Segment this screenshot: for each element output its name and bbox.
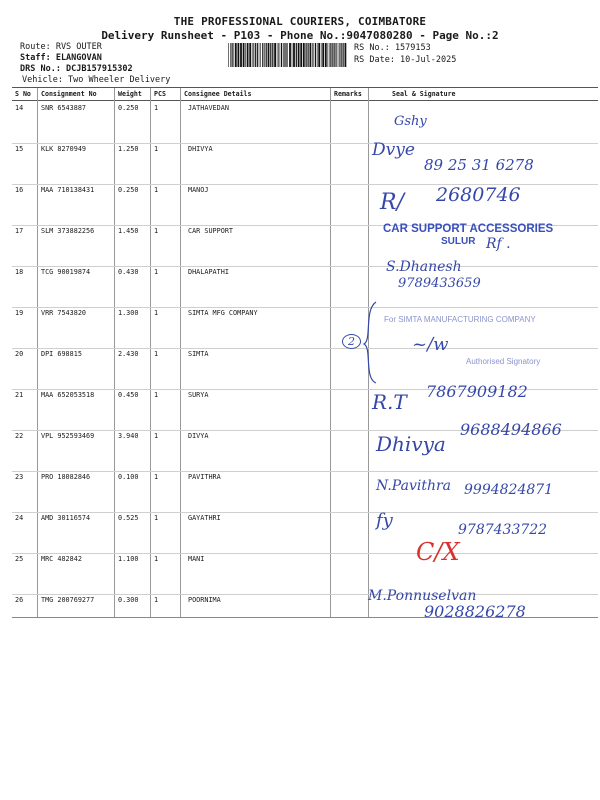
drs-no: DRS No.: DCJB157915302 [20, 64, 133, 74]
col-remarks: Remarks [334, 90, 362, 98]
barcode-bar [296, 43, 297, 67]
barcode-bar [278, 43, 279, 67]
row-consignee: DHALAPATHI [188, 268, 229, 276]
barcode-bar [306, 43, 307, 67]
row-sno: 22 [15, 432, 24, 440]
table-header-rule [12, 100, 598, 101]
row-consignee: JATHAVEDAN [188, 104, 229, 112]
row-sno: 23 [15, 473, 24, 481]
phone-15: 89 25 31 6278 [424, 156, 534, 174]
barcode-bar [308, 43, 309, 67]
row-pcs: 1 [154, 473, 159, 481]
phone-16: 2680746 [436, 184, 521, 206]
barcode-bar [277, 43, 278, 67]
row-consignment-no: AMD 30116574 [41, 514, 91, 522]
barcode-bar [272, 43, 273, 67]
row-weight: 1.100 [118, 555, 139, 563]
row-divider [12, 143, 598, 144]
barcode-bar [317, 43, 318, 67]
row-pcs: 1 [154, 596, 159, 604]
row-weight: 0.430 [118, 268, 139, 276]
barcode-bar [330, 43, 331, 67]
barcode-bar [253, 43, 254, 67]
row-pcs: 1 [154, 432, 159, 440]
table-row [0, 102, 600, 143]
barcode-bar [334, 43, 335, 67]
barcode-bar [338, 43, 339, 67]
simta-company-stamp: For SIMTA MANUFACTURING COMPANY [384, 315, 536, 324]
row-sno: 14 [15, 104, 24, 112]
row-weight: 3.940 [118, 432, 139, 440]
runsheet-subtitle: Delivery Runsheet - P103 - Phone No.:9047080280 - Page No.:2 [101, 29, 499, 42]
barcode-bar [243, 43, 245, 67]
barcode-bar [266, 43, 267, 67]
barcode-bar [336, 43, 337, 67]
row-weight: 0.450 [118, 391, 139, 399]
row-consignee: MANI [188, 555, 205, 563]
phone-26: 9028826278 [424, 602, 526, 621]
row-weight: 0.100 [118, 473, 139, 481]
barcode-bar [312, 43, 313, 67]
barcode-bar [292, 43, 293, 67]
row-pcs: 1 [154, 514, 159, 522]
row-sno: 17 [15, 227, 24, 235]
row-consignee: SIMTA MFG COMPANY [188, 309, 258, 317]
signature-20: ~∕w [412, 334, 449, 355]
barcode-bar [245, 43, 246, 67]
barcode-bar [257, 43, 258, 67]
staff: Staff: ELANGOVAN [20, 53, 102, 63]
row-consignee: CAR SUPPORT [188, 227, 234, 235]
row-sno: 16 [15, 186, 24, 194]
col-pcs: PCS [154, 90, 166, 98]
rs-no: RS No.: 1579153 [354, 43, 431, 53]
vehicle: Vehicle: Two Wheeler Delivery [22, 75, 171, 85]
barcode-bar [328, 43, 329, 67]
row-consignee: SURYA [188, 391, 209, 399]
barcode-bar [281, 43, 282, 67]
row-consignment-no: VRR 7543820 [41, 309, 87, 317]
barcode-bar [286, 43, 287, 67]
row-sno: 20 [15, 350, 24, 358]
table-row [0, 307, 600, 348]
barcode-bar [298, 43, 300, 67]
authorised-signatory-stamp: Authorised Signatory [466, 357, 541, 366]
signature-17: Rf . [486, 236, 511, 252]
brace-mark [360, 300, 380, 385]
phone-22: 9688494866 [460, 420, 562, 439]
row-consignee: PAVITHRA [188, 473, 221, 481]
row-consignment-no: TMG 200769277 [41, 596, 95, 604]
row-divider [12, 307, 598, 308]
car-support-stamp: CAR SUPPORT ACCESSORIES [383, 223, 554, 235]
row-weight: 0.300 [118, 596, 139, 604]
barcode-bar [345, 43, 347, 67]
row-pcs: 1 [154, 309, 159, 317]
phone-23: 9994824871 [464, 482, 554, 498]
row-pcs: 1 [154, 268, 159, 276]
row-sno: 15 [15, 145, 24, 153]
row-weight: 1.250 [118, 145, 139, 153]
row-sno: 25 [15, 555, 24, 563]
barcode-bar [283, 43, 284, 67]
row-weight: 2.430 [118, 350, 139, 358]
row-pcs: 1 [154, 104, 159, 112]
row-divider [12, 348, 598, 349]
row-weight: 0.525 [118, 514, 139, 522]
barcode-bar [270, 43, 271, 67]
row-sno: 18 [15, 268, 24, 276]
row-pcs: 1 [154, 186, 159, 194]
route: Route: RVS OUTER [20, 42, 102, 52]
signature-15: Dvye [372, 140, 415, 160]
col-consignee: Consignee Details [184, 90, 252, 98]
table-row [0, 266, 600, 307]
row-sno: 19 [15, 309, 24, 317]
row-consignment-no: MAA 652053518 [41, 391, 95, 399]
row-consignment-no: KLK 8270949 [41, 145, 87, 153]
row-consignee: POORNIMA [188, 596, 221, 604]
cancel-mark-25: C/X [416, 538, 460, 566]
barcode-bar [230, 43, 231, 67]
row-pcs: 1 [154, 227, 159, 235]
barcode-bar [318, 43, 320, 67]
row-divider [12, 553, 598, 554]
row-weight: 0.250 [118, 104, 139, 112]
barcode-bar [268, 43, 270, 67]
row-pcs: 1 [154, 145, 159, 153]
row-consignee: SIMTA [188, 350, 209, 358]
barcode-bar [280, 43, 281, 67]
barcode-bar [343, 43, 344, 67]
row-weight: 1.300 [118, 309, 139, 317]
row-divider [12, 471, 598, 472]
row-pcs: 1 [154, 350, 159, 358]
row-sno: 21 [15, 391, 24, 399]
barcode-bar [235, 43, 237, 67]
barcode-bar [262, 43, 263, 67]
barcode-bar [293, 43, 295, 67]
row-consignee: DHIVYA [188, 145, 213, 153]
row-consignee: GAYATHRI [188, 514, 221, 522]
table-top-rule [12, 87, 598, 88]
phone-24: 9787433722 [458, 522, 548, 538]
row-consignment-no: MAA 710138431 [41, 186, 95, 194]
signature-21: R.T [372, 390, 407, 414]
barcode-bar [321, 43, 322, 67]
row-divider [12, 512, 598, 513]
barcode-bar [332, 43, 333, 67]
row-consignment-no: VPL 952593469 [41, 432, 95, 440]
col-weight: Weight [118, 90, 142, 98]
barcode [228, 43, 348, 67]
barcode-bar [255, 43, 256, 67]
barcode-bar [310, 43, 312, 67]
barcode-bar [252, 43, 253, 67]
rs-date: RS Date: 10-Jul-2025 [354, 55, 457, 65]
signature-18: S.Dhanesh [386, 259, 462, 275]
row-consignee: DIVYA [188, 432, 209, 440]
barcode-bar [329, 43, 330, 67]
table-row [0, 553, 600, 594]
row-consignment-no: DPI 698815 [41, 350, 82, 358]
phone-18: 9789433659 [398, 276, 481, 291]
barcode-bar [228, 43, 229, 67]
row-pcs: 1 [154, 555, 159, 563]
row-divider [12, 594, 598, 595]
row-sno: 24 [15, 514, 24, 522]
barcode-bar [300, 43, 302, 67]
barcode-bar [238, 43, 240, 67]
row-consignment-no: PRO 18082846 [41, 473, 91, 481]
row-sno: 26 [15, 596, 24, 604]
barcode-bar [234, 43, 235, 67]
barcode-bar [260, 43, 261, 67]
row-consignment-no: SLM 373882256 [41, 227, 95, 235]
signature-16: R/ [380, 190, 404, 215]
barcode-bar [303, 43, 305, 67]
signature-24: fy [376, 510, 393, 531]
signature-14: Gshy [394, 114, 427, 129]
barcode-bar [264, 43, 265, 67]
barcode-bar [232, 43, 233, 67]
row-consignee: MANOJ [188, 186, 209, 194]
col-seal-signature: Seal & Signature [392, 90, 456, 98]
barcode-bar [249, 43, 251, 67]
barcode-bar [341, 43, 342, 67]
barcode-bar [259, 43, 260, 67]
signature-22: Dhivya [376, 432, 446, 456]
barcode-bar [322, 43, 324, 67]
company-title: THE PROFESSIONAL COURIERS, COIMBATORE [173, 15, 427, 28]
mark-20: 2 [342, 334, 361, 349]
row-divider [12, 266, 598, 267]
car-support-stamp-place: SULUR [441, 236, 476, 247]
row-consignment-no: SNR 6543887 [41, 104, 87, 112]
barcode-bar [247, 43, 249, 67]
phone-21: 7867909182 [426, 382, 528, 401]
barcode-bar [325, 43, 327, 67]
row-consignment-no: TCG 90019874 [41, 268, 91, 276]
barcode-bar [284, 43, 285, 67]
col-sno: S No [15, 90, 31, 98]
signature-26: M.Ponnuselvan [368, 588, 477, 604]
barcode-bar [240, 43, 242, 67]
barcode-bar [339, 43, 340, 67]
barcode-bar [315, 43, 316, 67]
row-consignment-no: MRC 482842 [41, 555, 82, 563]
row-weight: 0.250 [118, 186, 139, 194]
row-pcs: 1 [154, 391, 159, 399]
row-weight: 1.450 [118, 227, 139, 235]
col-consignment: Consignment No [41, 90, 97, 98]
barcode-bar [274, 43, 276, 67]
barcode-bar [289, 43, 291, 67]
barcode-bar [314, 43, 315, 67]
signature-23: N.Pavithra [376, 478, 452, 494]
